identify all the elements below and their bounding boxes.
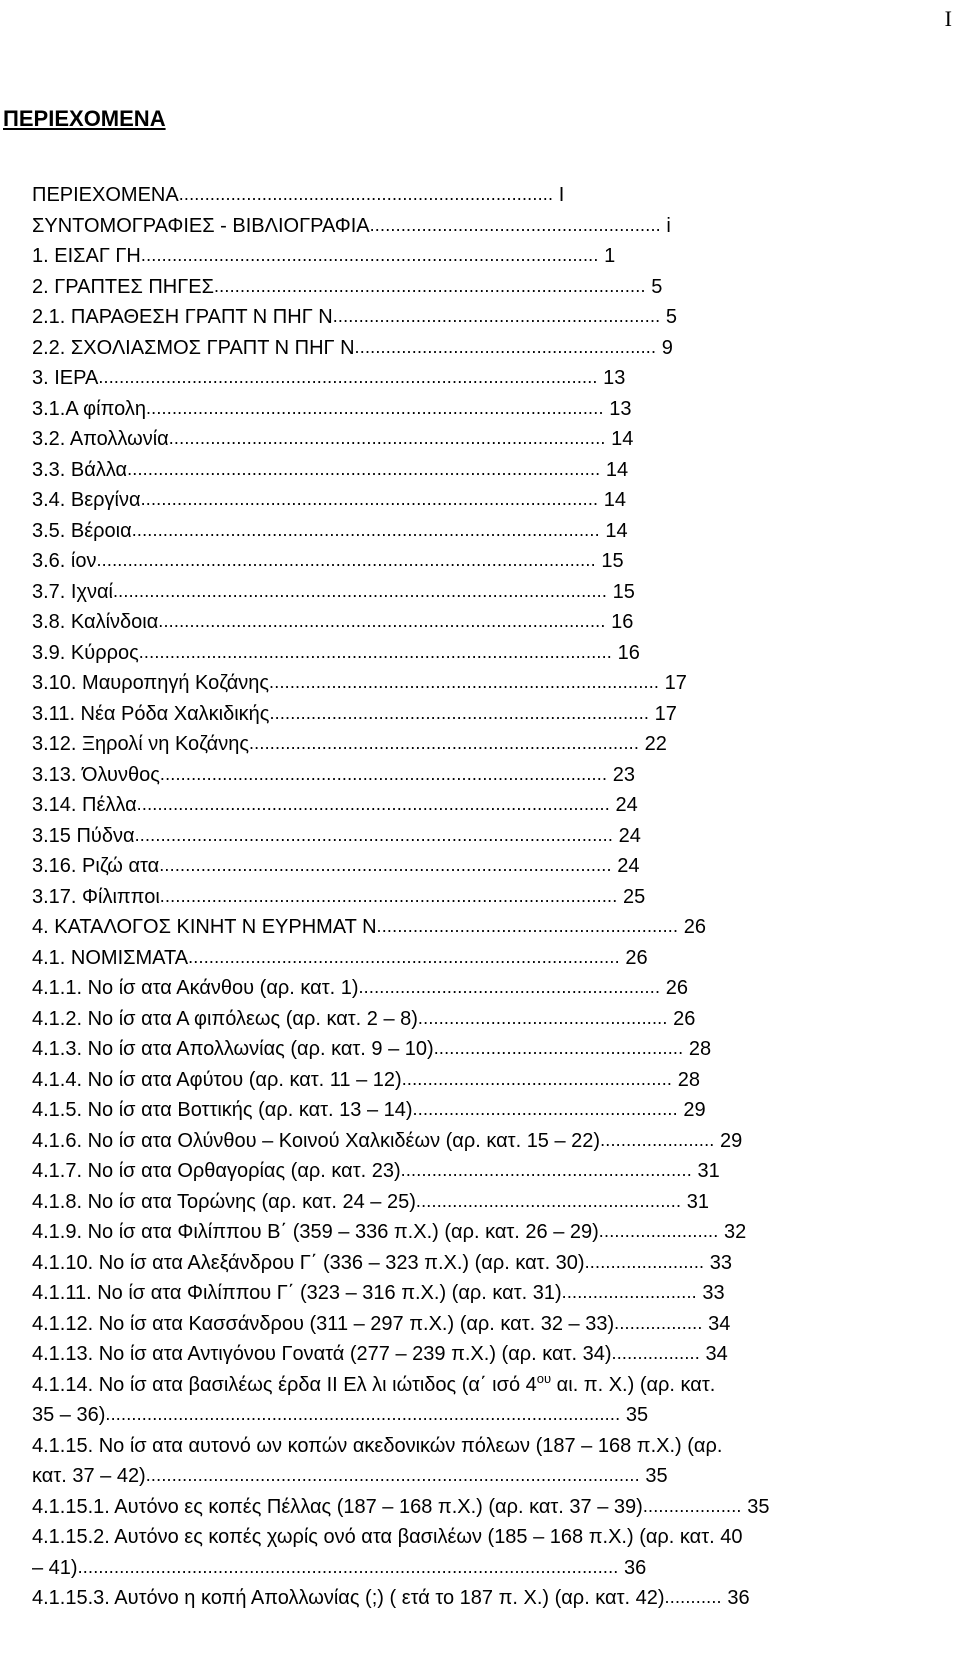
toc-entry[interactable] xyxy=(32,668,960,699)
toc-entry-title: 4.1.8. Νο ίσ ατα Τορώνης (αρ. κατ. 24 – 25) xyxy=(32,1190,416,1213)
toc-entry-title: 4.1.12. Νο ίσ ατα Κασσάνδρου (311 – 297 π.Χ.) (αρ. κατ. 32 – 33) xyxy=(32,1312,615,1335)
toc-leader-dots: .......................................................... xyxy=(376,916,679,936)
toc-leader-dots: ................................................ xyxy=(433,1038,684,1058)
toc-entry[interactable] xyxy=(32,180,960,211)
toc-entry[interactable] xyxy=(32,394,960,425)
toc-entry-title: 3. ΙΕΡΑ xyxy=(32,367,99,389)
toc-entry[interactable] xyxy=(32,821,960,852)
toc-entry-page: 35 xyxy=(620,1404,649,1426)
toc-entry-page: 17 xyxy=(649,702,677,725)
toc-leader-dots: ................................................................................................ xyxy=(98,367,598,387)
toc-entry[interactable] xyxy=(32,973,960,1004)
toc-entry-page: 29 xyxy=(714,1129,743,1152)
toc-leader-dots: ........................................................................ xyxy=(178,184,554,204)
toc-entry[interactable] xyxy=(32,699,960,730)
toc-entry-title: 3.11. Νέα Ρόδα Χαλκιδικής xyxy=(32,702,270,725)
toc-entry-title: 4. ΚΑΤΑΛΟΓΟΣ ΚΙΝΗΤ Ν ΕΥΡΗΜΑΤ Ν xyxy=(32,916,377,938)
toc-entry-page: I xyxy=(553,184,565,206)
toc-entry-title: 4.1.5. Νο ίσ ατα Βοττικής (αρ. κατ. 13 – 14) xyxy=(32,1099,413,1121)
toc-entry-title: 4.1. ΝΟΜΙΣΜΑΤΑ xyxy=(32,946,189,969)
toc-entry-title: 3.12. Ξηρολί νη Κοζάνης xyxy=(32,733,249,755)
toc-leader-dots: ........................................................ xyxy=(400,1160,692,1180)
toc-entry[interactable] xyxy=(32,211,960,242)
toc-entry-title-cont: κατ. 37 – 42) xyxy=(32,1465,146,1487)
toc-leader-dots: ........... xyxy=(664,1587,722,1607)
toc-entry[interactable] xyxy=(32,912,960,943)
toc-leader-dots: .......................... xyxy=(561,1282,697,1302)
toc-entry-page: 5 xyxy=(645,275,663,298)
toc-leader-dots: ............................................................................................... xyxy=(145,1465,640,1485)
toc-leader-dots: ........................................................................................ xyxy=(145,397,604,418)
toc-leader-dots: ................... xyxy=(642,1495,742,1516)
toc-entry[interactable] xyxy=(32,1309,960,1340)
toc-entry-page: 1 xyxy=(598,245,616,267)
toc-entry-title: 4.1.15. Νο ίσ ατα αυτονό ων κοπών ακεδονικών πόλεων (187 – 168 π.Χ.) (αρ. xyxy=(32,1434,723,1457)
toc-entry[interactable] xyxy=(32,882,960,913)
toc-entry-page: 23 xyxy=(607,763,635,786)
toc-entry[interactable] xyxy=(32,1217,960,1248)
toc-leader-dots: ........................................................................................ xyxy=(159,885,618,906)
toc-entry-page: 22 xyxy=(639,733,667,755)
toc-entry[interactable] xyxy=(32,1278,960,1309)
toc-entry-page: 26 xyxy=(678,916,707,938)
toc-entry-title: 3.8. Καλίνδοια xyxy=(32,611,159,633)
toc-leader-dots: .......................................................... xyxy=(358,977,661,997)
toc-entry-page: i xyxy=(660,214,671,237)
toc-entry[interactable] xyxy=(32,1126,960,1157)
toc-entry-page: 14 xyxy=(598,489,627,511)
toc-entry-page: 14 xyxy=(600,458,629,481)
toc-leader-dots: .......................................................... xyxy=(354,336,657,357)
toc-entry[interactable] xyxy=(32,333,960,364)
toc-entry[interactable] xyxy=(32,1034,960,1065)
toc-leader-dots: .................................................... xyxy=(401,1068,673,1089)
toc-leader-dots: ........................................................................................... xyxy=(138,641,613,662)
toc-entry-page: 33 xyxy=(696,1282,725,1304)
toc-entry-title-cont: – 41) xyxy=(32,1556,78,1579)
toc-entry[interactable] xyxy=(32,943,960,974)
toc-entry[interactable] xyxy=(32,577,960,608)
toc-entry[interactable] xyxy=(32,1095,960,1126)
toc-entry-page: 5 xyxy=(660,306,678,328)
toc-entry-title: 3.17. Φίλιπποι xyxy=(32,885,160,908)
toc-entry[interactable] xyxy=(32,760,960,791)
toc-leader-dots: ................................................... xyxy=(415,1190,682,1211)
toc-entry-title: ΣΥΝΤΟΜΟΓΡΑΦΙΕΣ - ΒΙΒΛΙΟΓΡΑΦΙΑ xyxy=(32,214,370,237)
toc-entry-title: 4.1.2. Νο ίσ ατα Α φιπόλεως (αρ. κατ. 2 – 8) xyxy=(32,1007,418,1030)
toc-entry[interactable] xyxy=(32,241,960,272)
toc-entry-title: 4.1.13. Νο ίσ ατα Αντιγόνου Γονατά (277 – 239 π.Χ.) (αρ. κατ. 34) xyxy=(32,1343,612,1365)
toc-entry-title: 4.1.3. Νο ίσ ατα Απολλωνίας (αρ. κατ. 9 – 10) xyxy=(32,1038,434,1060)
toc-entry-page: 26 xyxy=(619,946,648,969)
toc-leader-dots: ....................... xyxy=(598,1221,719,1241)
toc-entry-page: 13 xyxy=(603,397,632,420)
toc-entry[interactable] xyxy=(32,455,960,486)
toc-leader-dots: ................................................................................................ xyxy=(96,550,596,570)
toc-entry[interactable] xyxy=(32,1522,960,1553)
toc-entry-title: 3.13. Όλυνθος xyxy=(32,763,160,786)
toc-entry-page: 35 xyxy=(741,1495,770,1518)
toc-entry-page: 15 xyxy=(595,550,624,572)
toc-entry-page: 17 xyxy=(659,672,687,694)
toc-entry-title: 3.1.Α φίπολη xyxy=(32,397,146,420)
toc-entry-page: 26 xyxy=(667,1007,696,1030)
toc-leader-dots: ................. xyxy=(614,1312,703,1333)
toc-entry-title: 3.3. Βάλλα xyxy=(32,458,128,481)
toc-entry-page: 34 xyxy=(702,1312,731,1335)
toc-entry-page: 31 xyxy=(691,1160,720,1182)
toc-entry-page: 14 xyxy=(599,519,628,542)
toc-entry-title: 1. ΕΙΣΑΓ ΓΗ xyxy=(32,245,141,267)
toc-entry-page: 34 xyxy=(699,1343,728,1365)
toc-entry[interactable] xyxy=(32,607,960,638)
toc-entry-page: 25 xyxy=(617,885,646,908)
toc-leader-dots: .......................................................................................... xyxy=(131,519,600,540)
toc-leader-dots: ................................................ xyxy=(417,1007,668,1028)
toc-entry-page: 28 xyxy=(683,1038,712,1060)
toc-entry-title: 3.6. ίον xyxy=(32,550,97,572)
toc-entry-page: 24 xyxy=(609,794,638,816)
toc-entry-page: 28 xyxy=(672,1068,700,1091)
toc-entry-title-cont: 35 – 36) xyxy=(32,1404,106,1426)
toc-leader-dots: ........................................................................... xyxy=(269,672,660,692)
toc-entry-title: ΠΕΡΙΕΧΟΜΕΝΑ xyxy=(32,184,179,206)
toc-leader-dots: ........................................................................................... xyxy=(127,458,601,479)
toc-entry-page: 24 xyxy=(613,824,641,847)
toc-entry-title: 4.1.7. Νο ίσ ατα Ορθαγορίας (αρ. κατ. 23) xyxy=(32,1160,401,1182)
toc-entry-title: 3.10. Μαυροπηγή Κοζάνης xyxy=(32,672,270,694)
toc-leader-dots: ......................................................................... xyxy=(269,702,650,723)
toc-entry[interactable] xyxy=(32,1583,960,1614)
toc-entry-page: 9 xyxy=(656,336,673,359)
toc-entry-continuation[interactable] xyxy=(32,1400,960,1431)
toc-leader-dots: ................................................................................... xyxy=(188,946,620,967)
toc-entry-title: 3.5. Βέροια xyxy=(32,519,132,542)
toc-entry[interactable] xyxy=(32,485,960,516)
toc-entry[interactable] xyxy=(32,638,960,669)
toc-entry[interactable] xyxy=(32,1065,960,1096)
toc-entry-title: 3.7. Ιχναί xyxy=(32,580,113,603)
toc-entry-title: 2.2. ΣΧΟΛΙΑΣΜΟΣ ΓΡΑΠΤ Ν ΠΗΓ Ν xyxy=(32,336,355,359)
toc-entry-title: 4.1.15.1. Αυτόνο ες κοπές Πέλλας (187 – 168 π.Χ.) (αρ. κατ. 37 – 39) xyxy=(32,1495,643,1518)
toc-leader-dots: ....................................................................................... xyxy=(159,855,612,875)
toc-entry[interactable] xyxy=(32,790,960,821)
toc-leader-dots: ........................................................ xyxy=(369,214,661,235)
toc-entry-page: 16 xyxy=(605,611,634,633)
toc-entry-page: 15 xyxy=(607,580,635,603)
toc-leader-dots: ........................................................................................ xyxy=(140,489,599,509)
toc-entry-page: 29 xyxy=(677,1099,706,1121)
toc-entry-page: 24 xyxy=(611,855,640,877)
toc-entry[interactable] xyxy=(32,1156,960,1187)
toc-entry[interactable] xyxy=(32,516,960,547)
toc-entry-title: 4.1.15.3. Αυτόνο η κοπή Απολλωνίας (;) ( ετά το 187 π. Χ.) (αρ. κατ. 42) xyxy=(32,1587,665,1609)
toc-entry-title: 4.1.9. Νο ίσ ατα Φιλίππου Β΄ (359 – 336 π.Χ.) (αρ. κατ. 26 – 29) xyxy=(32,1221,599,1243)
toc-entry[interactable] xyxy=(32,729,960,760)
toc-entry[interactable] xyxy=(32,1492,960,1523)
toc-entry[interactable] xyxy=(32,851,960,882)
superscript: ου xyxy=(536,1370,552,1386)
toc-entry-page: 13 xyxy=(597,367,626,389)
page-heading: ΠΕΡΙΕΧΟΜΕΝΑ xyxy=(3,106,166,131)
toc-entry-title: 4.1.6. Νο ίσ ατα Ολύνθου – Κοινού Χαλκιδέων (αρ. κατ. 15 – 22) xyxy=(32,1129,601,1152)
toc-entry-title: 3.2. Απολλωνία xyxy=(32,428,169,450)
toc-leader-dots: ...................... xyxy=(600,1129,715,1150)
toc-entry[interactable] xyxy=(32,363,960,394)
toc-entry-title: 3.14. Πέλλα xyxy=(32,794,137,816)
toc-entry[interactable] xyxy=(32,272,960,303)
toc-entry-continuation[interactable] xyxy=(32,1461,960,1492)
toc-entry-title: 3.16. Ριζώ ατα xyxy=(32,855,160,877)
toc-leader-dots: ................. xyxy=(611,1343,700,1363)
table-of-contents xyxy=(32,180,960,1614)
toc-leader-dots: ........................................................................................... xyxy=(136,794,610,814)
toc-entry-title: 4.1.14. Νο ίσ ατα βασιλέως έρδα ΙΙ Ελ λι ιώτιδος (α΄ ισό 4 xyxy=(32,1373,537,1396)
toc-entry[interactable] xyxy=(32,302,960,333)
toc-entry-title: 2.1. ΠΑΡΑΘΕΣΗ ΓΡΑΠΤ Ν ΠΗΓ Ν xyxy=(32,306,333,328)
toc-leader-dots: ...................................................................................... xyxy=(159,763,608,784)
toc-leader-dots: ........................................................................................ xyxy=(140,245,599,265)
toc-entry[interactable] xyxy=(32,1431,960,1462)
toc-leader-dots: ........................................................................... xyxy=(248,733,640,753)
toc-entry[interactable] xyxy=(32,1339,960,1370)
toc-entry-title: 3.15 Πύδνα xyxy=(32,824,135,847)
toc-entry-page: 32 xyxy=(718,1221,747,1243)
toc-leader-dots: ............................................................................................... xyxy=(112,580,608,601)
toc-entry[interactable] xyxy=(32,424,960,455)
toc-entry-title-cont: αι. π. Χ.) (αρ. κατ. xyxy=(551,1373,716,1396)
toc-entry-title: 4.1.1. Νο ίσ ατα Ακάνθου (αρ. κατ. 1) xyxy=(32,977,359,999)
toc-entry[interactable] xyxy=(32,1004,960,1035)
toc-entry-page: 35 xyxy=(639,1465,668,1487)
toc-entry-page: 14 xyxy=(605,428,634,450)
toc-leader-dots: ................................................... xyxy=(412,1099,678,1119)
toc-leader-dots: ............................................................................................ xyxy=(134,824,614,845)
toc-leader-dots: ....................... xyxy=(584,1251,705,1272)
toc-leader-dots: ........................................................................................................ xyxy=(77,1556,619,1577)
toc-leader-dots: ............................................................... xyxy=(332,306,661,326)
toc-entry-title: 2. ΓΡΑΠΤΕΣ ΠΗΓΕΣ xyxy=(32,275,214,298)
toc-entry-page: 36 xyxy=(618,1556,647,1579)
toc-entry-title: 4.1.4. Νο ίσ ατα Αφύτου (αρ. κατ. 11 – 12) xyxy=(32,1068,402,1091)
toc-entry-title: 3.4. Βεργίνα xyxy=(32,489,141,511)
toc-entry-title: 4.1.15.2. Αυτόνο ες κοπές χωρίς ονό ατα βασιλέων (185 – 168 π.Χ.) (αρ. κατ. 40 xyxy=(32,1526,743,1548)
toc-leader-dots: .................................................................................... xyxy=(168,428,606,448)
toc-entry-continuation[interactable] xyxy=(32,1553,960,1584)
toc-entry[interactable] xyxy=(32,1187,960,1218)
toc-entry[interactable] xyxy=(32,1370,960,1401)
toc-entry-page: 33 xyxy=(704,1251,733,1274)
toc-leader-dots: ................................................................................................... xyxy=(105,1404,621,1424)
toc-entry-page: 36 xyxy=(721,1587,750,1609)
toc-leader-dots: ................................................................................... xyxy=(213,275,646,296)
page-number: I xyxy=(944,6,952,31)
toc-entry-title: 4.1.11. Νο ίσ ατα Φιλίππου Γ΄ (323 – 316 π.Χ.) (αρ. κατ. 31) xyxy=(32,1282,562,1304)
toc-entry-title: 4.1.10. Νο ίσ ατα Αλεξάνδρου Γ΄ (336 – 323 π.Χ.) (αρ. κατ. 30) xyxy=(32,1251,585,1274)
toc-entry[interactable] xyxy=(32,546,960,577)
toc-entry[interactable] xyxy=(32,1248,960,1279)
toc-entry-page: 26 xyxy=(660,977,688,999)
toc-entry-page: 31 xyxy=(681,1190,709,1213)
toc-entry-page: 16 xyxy=(612,641,640,664)
toc-entry-title: 3.9. Κύρρος xyxy=(32,641,139,664)
toc-leader-dots: ...................................................................................... xyxy=(158,611,606,631)
